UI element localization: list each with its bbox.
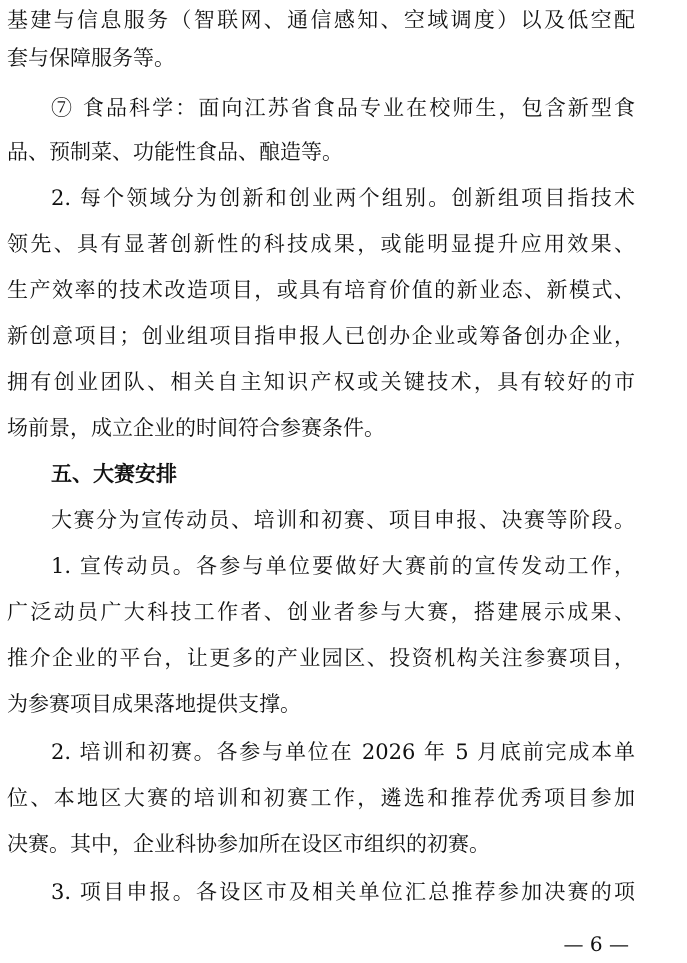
paragraph-line: 套与保障服务等。 <box>7 46 175 70</box>
paragraph-line: 2. 培训和初赛。各参与单位在 2026 年 5 月底前完成本单 <box>51 740 635 764</box>
paragraph-line: 为参赛项目成果落地提供支撑。 <box>7 692 301 716</box>
paragraph-line: 推介企业的平台，让更多的产业园区、投资机构关注参赛项目， <box>7 646 635 670</box>
paragraph-line: 领先、具有显著创新性的科技成果，或能明显提升应用效果、 <box>7 232 635 256</box>
paragraph-line: 2. 每个领域分为创新和创业两个组别。创新组项目指技术 <box>51 186 635 210</box>
paragraph-line: 品、预制菜、功能性食品、酿造等。 <box>7 140 343 164</box>
paragraph-line: 生产效率的技术改造项目，或具有培育价值的新业态、新模式、 <box>7 278 635 302</box>
paragraph-line: 位、本地区大赛的培训和初赛工作，遴选和推荐优秀项目参加 <box>7 786 635 810</box>
paragraph-line: 新创意项目；创业组项目指申报人已创办企业或筹备创办企业， <box>7 324 635 348</box>
paragraph-line: 1. 宣传动员。各参与单位要做好大赛前的宣传发动工作， <box>51 554 635 578</box>
paragraph-line: 广泛动员广大科技工作者、创业者参与大赛，搭建展示成果、 <box>7 600 635 624</box>
paragraph-line: ⑦ 食品科学：面向江苏省食品专业在校师生，包含新型食 <box>51 96 635 120</box>
paragraph-line: 场前景，成立企业的时间符合参赛条件。 <box>7 416 385 440</box>
paragraph-line: 拥有创业团队、相关自主知识产权或关键技术，具有较好的市 <box>7 370 635 394</box>
paragraph-line: 基建与信息服务（智联网、通信感知、空域调度）以及低空配 <box>7 8 635 32</box>
paragraph-line: 大赛分为宣传动员、培训和初赛、项目申报、决赛等阶段。 <box>51 508 635 532</box>
paragraph-line: 3. 项目申报。各设区市及相关单位汇总推荐参加决赛的项 <box>51 880 635 904</box>
section-heading: 五、大赛安排 <box>51 461 177 486</box>
page-number: — 6 — <box>563 932 629 956</box>
paragraph-line: 决赛。其中，企业科协参加所在设区市组织的初赛。 <box>7 832 490 856</box>
